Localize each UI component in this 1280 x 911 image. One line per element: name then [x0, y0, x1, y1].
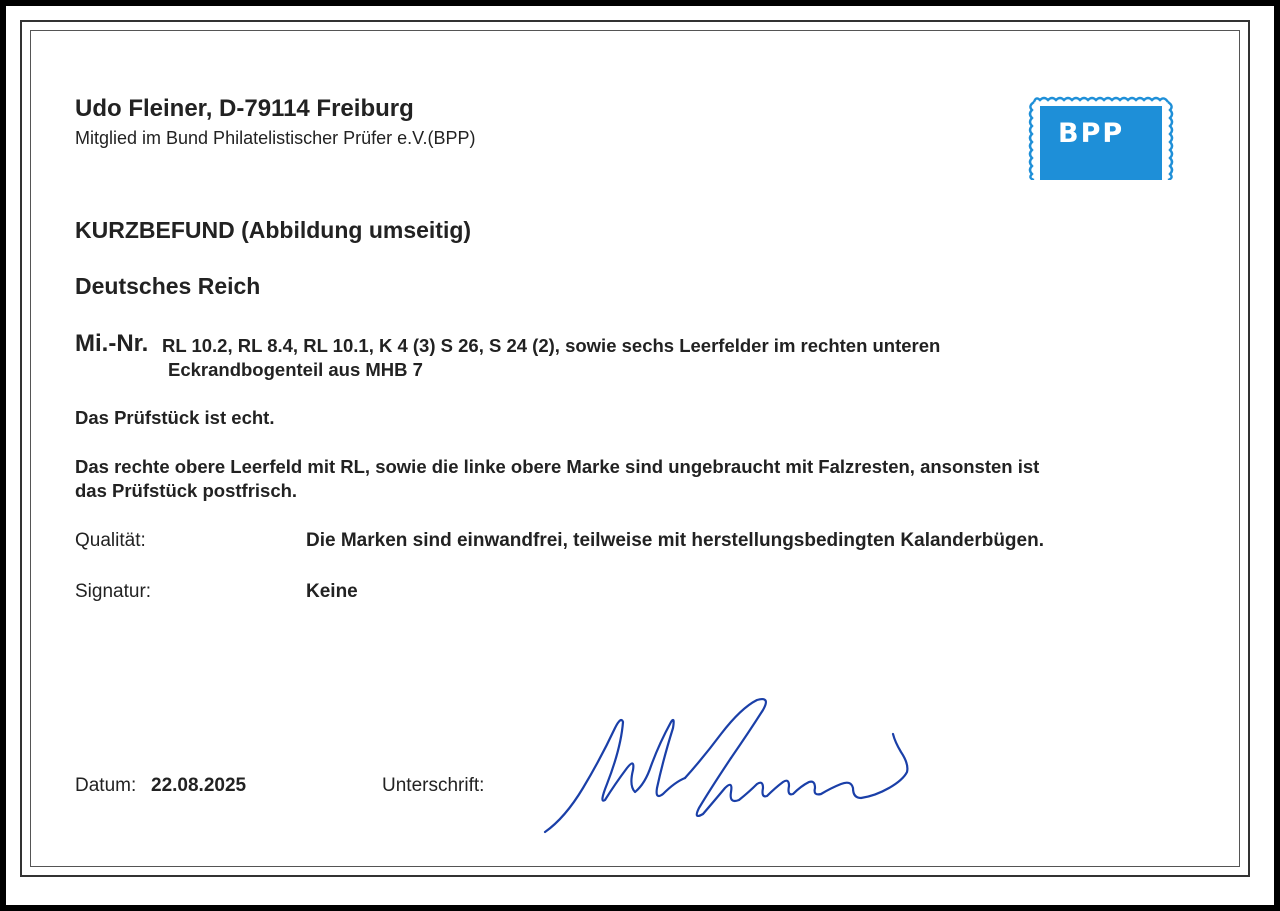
condition-statement-line1: Das rechte obere Leerfeld mit RL, sowie die linke obere Marke sind ungebraucht mit Falzresten, ansonsten ist [75, 456, 1040, 477]
catalog-label: Mi.-Nr. [75, 330, 149, 357]
catalog-numbers-line2: Eckrandbogenteil aus MHB 7 [168, 359, 423, 380]
issuing-area: Deutsches Reich [75, 273, 261, 299]
date-label: Datum: [75, 775, 137, 796]
issuer-location: , D-79114 Freiburg [205, 95, 414, 122]
catalog-numbers-line1: RL 10.2, RL 8.4, RL 10.1, K 4 (3) S 26, S 24 (2), sowie sechs Leerfelder im rechten unteren [162, 335, 941, 356]
date-value: 22.08.2025 [151, 775, 247, 796]
quality-value: Die Marken sind einwandfrei, teilweise mit herstellungsbedingten Kalanderbügen. [306, 530, 1044, 551]
quality-label: Qualität: [75, 530, 146, 551]
issuer-name: Udo Fleiner [75, 95, 206, 122]
genuine-statement: Das Prüfstück ist echt. [75, 407, 275, 428]
signature-label: Unterschrift: [382, 775, 485, 796]
bpp-logo-text: BPP [1058, 118, 1125, 149]
issuer-membership: Mitglied im Bund Philatelistischer Prüfer e.V.(BPP) [75, 128, 476, 148]
issuer-heading [75, 95, 414, 123]
signature-field-label: Signatur: [75, 581, 152, 602]
condition-statement-line2: das Prüfstück postfrisch. [75, 480, 298, 501]
document-heading: KURZBEFUND (Abbildung umseitig) [75, 217, 472, 243]
handwritten-signature [535, 688, 915, 838]
signature-field-value: Keine [306, 581, 358, 602]
